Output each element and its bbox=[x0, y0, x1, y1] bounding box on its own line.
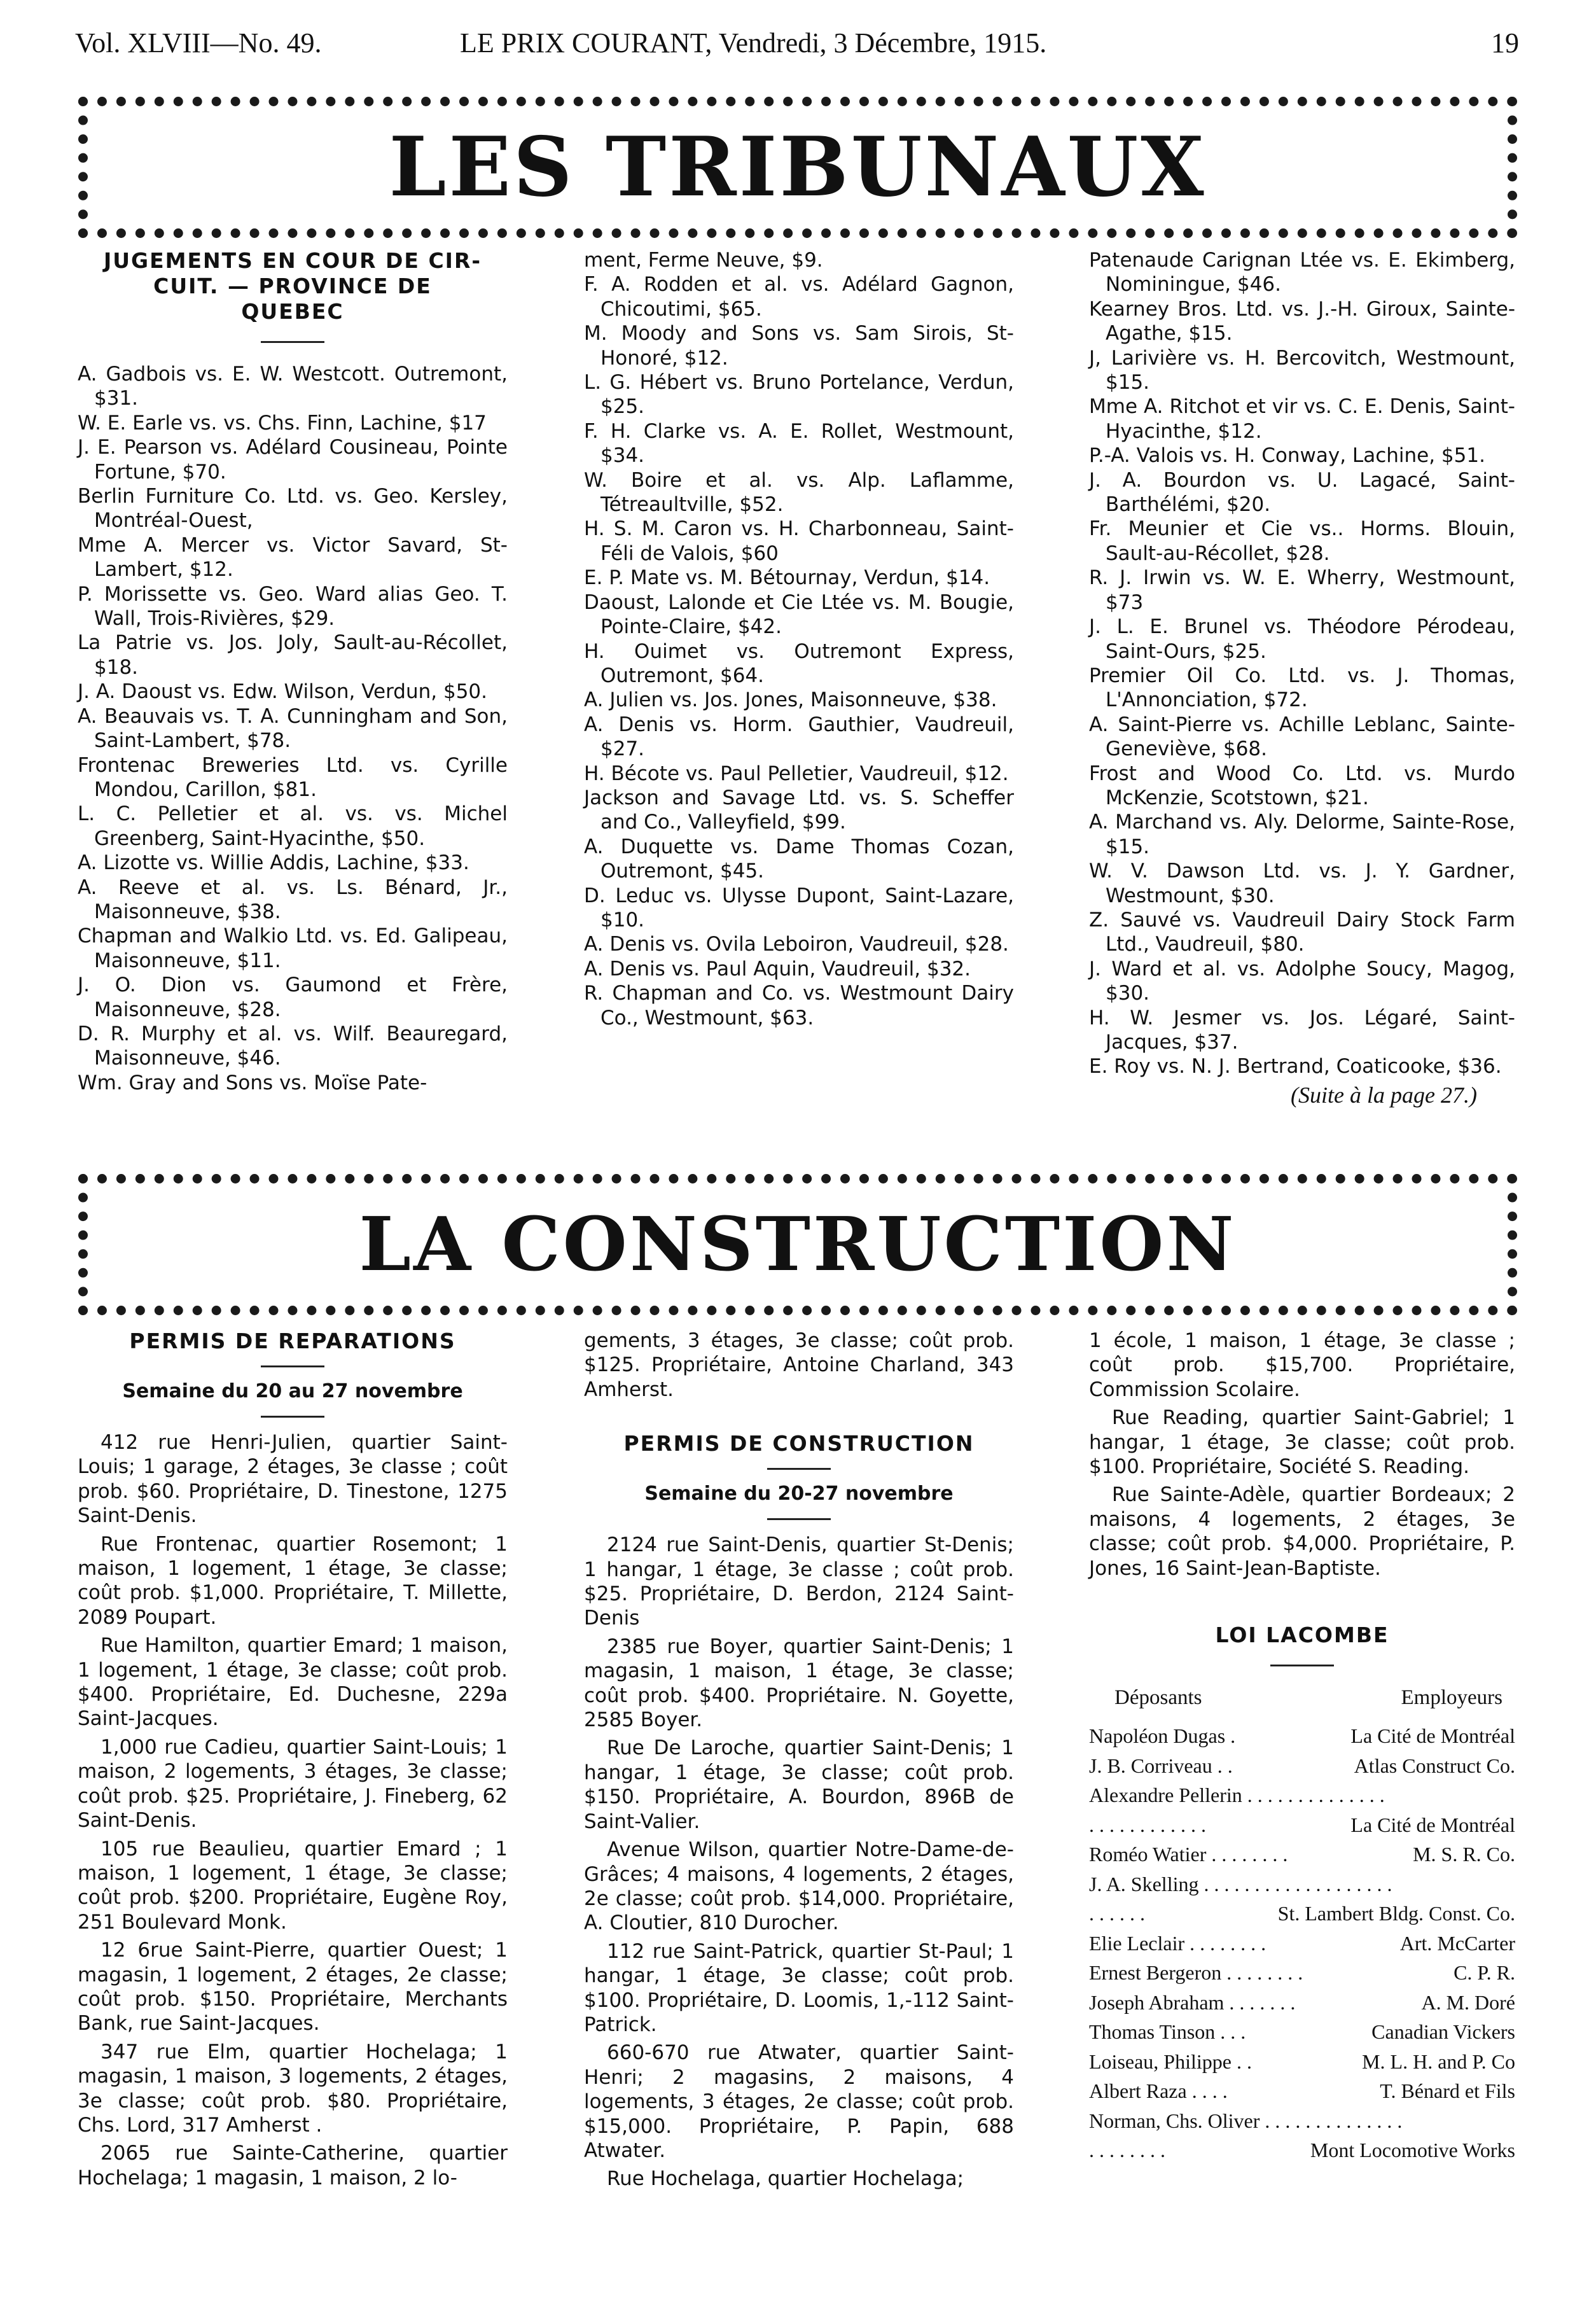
judgment-entry: ment, Ferme Neuve, $9. bbox=[584, 249, 823, 272]
judgment-entry: R. Chapman and Co. vs. Westmount Dairy Co., Westmount, $63. bbox=[584, 982, 1014, 1030]
permit-entry: 2065 rue Sainte-Catherine, quartier Hochelaga; 1 magasin, 1 maison, 2 lo- bbox=[78, 2142, 508, 2189]
heading-divider bbox=[1270, 1665, 1334, 1666]
permit-entry: Rue Hochelaga, quartier Hochelaga; bbox=[607, 2167, 964, 2191]
permit-entry: Rue De Laroche, quartier Saint-Denis; 1 hangar, 1 étage, 3e classe; coût prob. $150. Propriétaire, A. Bourdon, 896B de Saint-Valier. bbox=[584, 1736, 1014, 1833]
judgment-entry: J. A. Bourdon vs. U. Lagacé, Saint-Barthélémi, $20. bbox=[1089, 468, 1515, 517]
deposant-name: Elie Leclair . . . . . . . . bbox=[1089, 1931, 1266, 1955]
judgment-entry: F. H. Clarke vs. A. E. Rollet, Westmount, $34. bbox=[584, 419, 1014, 468]
judgment-entry: A. Lizotte vs. Willie Addis, Lachine, $33. bbox=[78, 851, 469, 875]
permit-entry: 2124 rue Saint-Denis, quartier St-Denis; 1 hangar, 1 étage, 3e classe ; coût prob. $25. Propriétaire, D. Berdon, 2124 Saint-Denis bbox=[584, 1533, 1014, 1630]
loi-lacombe-row bbox=[1089, 2106, 1515, 2136]
judgment-entry: A. Denis vs. Horm. Gauthier, Vaudreuil, $27. bbox=[584, 713, 1014, 761]
deposant-name: J. B. Corriveau . . bbox=[1089, 1754, 1233, 1777]
construction-banner bbox=[78, 1174, 1517, 1315]
judgment-entry: L. G. Hébert vs. Bruno Portelance, Verdun, $25. bbox=[584, 371, 1014, 419]
loi-lacombe-row bbox=[1089, 1810, 1515, 1840]
running-header bbox=[75, 27, 1519, 71]
employeur-name: Atlas Construct Co. bbox=[1354, 1754, 1515, 1777]
loi-lacombe-row bbox=[1089, 2135, 1515, 2165]
judgment-entry: J. E. Pearson vs. Adélard Cousineau, Pointe Fortune, $70. bbox=[78, 436, 508, 484]
judgment-entry: Mme A. Ritchot et vir vs. C. E. Denis, Saint-Hyacinthe, $12. bbox=[1089, 395, 1515, 443]
judgment-entry: Chapman and Walkio Ltd. vs. Ed. Galipeau, Maisonneuve, $11. bbox=[78, 925, 508, 972]
loi-lacombe-row bbox=[1089, 1780, 1515, 1810]
permit-entry: Rue Sainte-Adèle, quartier Bordeaux; 2 maisons, 4 logements, 2 étages, 3e classe; coût prob. $4,000. Propriétaire, P. Jones, 16 Saint-Jean-Baptiste. bbox=[1089, 1483, 1515, 1580]
permit-entry: 1,000 rue Cadieu, quartier Saint-Louis; 1 maison, 2 logements, 3 étages, 3e classe; coût prob. $25. Propriétaire, J. Fineberg, 62 Saint-Denis. bbox=[78, 1735, 508, 1833]
deposant-name: Alexandre Pellerin . . . . . . . . . . . . . . bbox=[1089, 1784, 1385, 1807]
deposant-name: Ernest Bergeron . . . . . . . . bbox=[1089, 1961, 1303, 1985]
judgment-entry: A. Saint-Pierre vs. Achille Leblanc, Sainte-Geneviève, $68. bbox=[1089, 713, 1515, 761]
deposant-name: Norman, Chs. Oliver . . . . . . . . . . . . . . bbox=[1089, 2109, 1403, 2132]
permit-entry: Rue Reading, quartier Saint-Gabriel; 1 hangar, 1 étage, 3e classe; coût prob. $100. Propriétaire, Société S. Reading. bbox=[1089, 1406, 1515, 1479]
judgment-entry: Frontenac Breweries Ltd. vs. Cyrille Mondou, Carillon, $81. bbox=[78, 753, 508, 801]
week-divider bbox=[261, 1416, 324, 1418]
employeur-name: M. L. H. and P. Co bbox=[1362, 2049, 1515, 2073]
permit-entry: 660-670 rue Atwater, quartier Saint-Henri; 2 magasins, 2 maisons, 4 logements, 3 étages, 2e classe; coût prob. $15,000. Propriétaire, P. Papin, 688 Atwater. bbox=[584, 2041, 1014, 2162]
volume-number: Vol. XLVIII—No. 49. bbox=[75, 27, 322, 59]
construction-title: LA CONSTRUCTION bbox=[359, 1201, 1237, 1288]
loi-lacombe-row bbox=[1089, 2047, 1515, 2077]
judgment-entry: J, Larivière vs. H. Bercovitch, Westmount, $15. bbox=[1089, 346, 1515, 394]
permit-entry: 2385 rue Boyer, quartier Saint-Denis; 1 magasin, 1 maison, 1 étage, 3e classe; coût prob. $400. Propriétaire. N. Goyette, 2585 Boyer. bbox=[584, 1635, 1014, 1732]
judgment-entry: A. Gadbois vs. E. W. Westcott. Outremont, $31. bbox=[78, 363, 508, 410]
deposant-name: J. A. Skelling . . . . . . . . . . . . . . . . . . . bbox=[1089, 1872, 1392, 1896]
judgment-entry: J. A. Daoust vs. Edw. Wilson, Verdun, $50. bbox=[78, 680, 487, 704]
judgment-entry: W. V. Dawson Ltd. vs. J. Y. Gardner, Westmount, $30. bbox=[1089, 860, 1515, 907]
loi-lacombe-row bbox=[1089, 1958, 1515, 1988]
continued-note: (Suite à la page 27.) bbox=[1291, 1082, 1477, 1108]
judgment-entry: Berlin Furniture Co. Ltd. vs. Geo. Kersley, Montréal-Ouest, bbox=[78, 485, 508, 533]
judgment-entry: Patenaude Carignan Ltée vs. E. Ekimberg, Nominingue, $46. bbox=[1089, 249, 1515, 297]
judgment-entry: D. R. Murphy et al. vs. Wilf. Beauregard, Maisonneuve, $46. bbox=[78, 1022, 508, 1070]
judgment-entry: A. Duquette vs. Dame Thomas Cozan, Outremont, $45. bbox=[584, 835, 1014, 883]
loi-table-header bbox=[1089, 1686, 1515, 1710]
judgment-entry: P. Morissette vs. Geo. Ward alias Geo. T. Wall, Trois-Rivières, $29. bbox=[78, 582, 508, 631]
employeur-name: St. Lambert Bldg. Const. Co. bbox=[1277, 1902, 1515, 1925]
deposant-name: . . . . . . bbox=[1089, 1902, 1145, 1925]
employeur-name: C. P. R. bbox=[1454, 1961, 1515, 1985]
employeurs-header: Employeurs bbox=[1401, 1686, 1502, 1710]
employeur-name: Art. McCarter bbox=[1399, 1931, 1515, 1955]
permit-entry: 12 6rue Saint-Pierre, quartier Ouest; 1 magasin, 1 logement, 2 étages, 2e classe; coût prob. $150. Propriétaire, Merchants Bank, rue Saint-Jacques. bbox=[78, 1939, 508, 2035]
judgment-entry: Premier Oil Co. Ltd. vs. J. Thomas, L'Annonciation, $72. bbox=[1089, 664, 1515, 712]
judgment-entry: Daoust, Lalonde et Cie Ltée vs. M. Bougie, Pointe-Claire, $42. bbox=[584, 590, 1014, 639]
judgment-entry: J. Ward et al. vs. Adolphe Soucy, Magog, $30. bbox=[1089, 957, 1515, 1005]
permit-entry: 105 rue Beaulieu, quartier Emard ; 1 maison, 1 logement, 1 étage, 3e classe; coût prob. $200. Propriétaire, Eugène Roy, 251 Boulevard Monk. bbox=[78, 1837, 508, 1934]
construction-column-1 bbox=[78, 1329, 508, 2194]
permit-entry: 112 rue Saint-Patrick, quartier St-Paul; 1 hangar, 1 étage, 3e classe; coût prob. $100. Propriétaire, D. Loomis, 1,-112 Saint-Patrick. bbox=[584, 1939, 1014, 2036]
permit-entry: Rue Frontenac, quartier Rosemont; 1 maison, 1 logement, 1 étage, 3e classe; coût prob. $1,000. Propriétaire, T. Millette, 2089 Poupart. bbox=[78, 1532, 508, 1629]
judgment-entry: Z. Sauvé vs. Vaudreuil Dairy Stock Farm Ltd., Vaudreuil, $80. bbox=[1089, 908, 1515, 956]
employeur-name: La Cité de Montréal bbox=[1350, 1813, 1515, 1836]
loi-lacombe-row bbox=[1089, 2076, 1515, 2106]
judgment-entry: J. L. E. Brunel vs. Théodore Pérodeau, Saint-Ours, $25. bbox=[1089, 615, 1515, 663]
judgment-entry: H. S. M. Caron vs. H. Charbonneau, Saint-Féli de Valois, $60 bbox=[584, 517, 1014, 565]
judgment-entry: D. Leduc vs. Ulysse Dupont, Saint-Lazare, $10. bbox=[584, 884, 1014, 932]
loi-lacombe-row bbox=[1089, 1899, 1515, 1929]
judgment-entry: Kearney Bros. Ltd. vs. J.-H. Giroux, Sainte-Agathe, $15. bbox=[1089, 297, 1515, 346]
judgment-entry: H. Ouimet vs. Outremont Express, Outremont, $64. bbox=[584, 639, 1014, 687]
employeur-name: Canadian Vickers bbox=[1371, 2020, 1515, 2044]
loi-lacombe-row bbox=[1089, 1751, 1515, 1781]
heading-divider bbox=[767, 1468, 831, 1470]
deposant-name: Joseph Abraham . . . . . . . bbox=[1089, 1990, 1296, 2014]
employeur-name: Mont Locomotive Works bbox=[1310, 2139, 1515, 2162]
construction-column-3 bbox=[1089, 1329, 1515, 2165]
judgment-entry: A. Marchand vs. Aly. Delorme, Sainte-Rose, $15. bbox=[1089, 811, 1515, 858]
tribunaux-column-1 bbox=[78, 248, 508, 1095]
heading-divider bbox=[261, 1365, 324, 1367]
deposant-name: Roméo Watier . . . . . . . . bbox=[1089, 1843, 1288, 1866]
judgment-entry: E. P. Mate vs. M. Bétournay, Verdun, $14. bbox=[584, 566, 990, 590]
loi-lacombe-row bbox=[1089, 1840, 1515, 1869]
judgment-entry: Jackson and Savage Ltd. vs. S. Scheffer and Co., Valleyfield, $99. bbox=[584, 786, 1014, 834]
construction-week: Semaine du 20-27 novembre bbox=[644, 1483, 954, 1505]
employeur-name: M. S. R. Co. bbox=[1413, 1843, 1515, 1866]
employeur-name: A. M. Doré bbox=[1421, 1990, 1515, 2014]
permit-entry: gements, 3 étages, 3e classe; coût prob. $125. Propriétaire, Antoine Charland, 343 Amherst. bbox=[584, 1329, 1014, 1401]
loi-lacombe-list bbox=[1089, 1721, 1515, 2165]
judgment-entry: Fr. Meunier et Cie vs.. Horms. Blouin, Sault-au-Récollet, $28. bbox=[1089, 517, 1515, 565]
judgment-entry: Frost and Wood Co. Ltd. vs. Murdo McKenzie, Scotstown, $21. bbox=[1089, 762, 1515, 809]
page-number: 19 bbox=[1491, 27, 1519, 59]
permit-entry: 1 école, 1 maison, 1 étage, 3e classe ; coût prob. $15,700. Propriétaire, Commission Scolaire. bbox=[1089, 1329, 1515, 1401]
judgment-entry: A. Denis vs. Ovila Leboiron, Vaudreuil, $28. bbox=[584, 933, 1009, 956]
deposant-name: . . . . . . . . . . . . bbox=[1089, 1813, 1206, 1836]
permit-entry: Avenue Wilson, quartier Notre-Dame-de-Grâces; 4 maisons, 4 logements, 2 étages, 2e classe; coût prob. $14,000. Propriétaire, A. Cloutier, 810 Durocher. bbox=[584, 1838, 1014, 1935]
employeur-name: La Cité de Montréal bbox=[1350, 1724, 1515, 1748]
judgment-entry: W. Boire et al. vs. Alp. Laflamme, Tétreaultville, $52. bbox=[584, 468, 1014, 517]
judgment-entry: R. J. Irwin vs. W. E. Wherry, Westmount, $73 bbox=[1089, 566, 1515, 614]
judgment-entry: A. Denis vs. Paul Aquin, Vaudreuil, $32. bbox=[584, 957, 971, 981]
judgment-entry: E. Roy vs. N. J. Bertrand, Coaticooke, $36. bbox=[1089, 1055, 1502, 1079]
judgment-entry: Wm. Gray and Sons vs. Moïse Pate- bbox=[78, 1071, 427, 1094]
judgment-entry: H. W. Jesmer vs. Jos. Légaré, Saint-Jacques, $37. bbox=[1089, 1006, 1515, 1054]
tribunaux-banner bbox=[78, 97, 1517, 238]
loi-lacombe-row bbox=[1089, 1988, 1515, 2018]
deposant-name: . . . . . . . . bbox=[1089, 2139, 1165, 2162]
judgment-entry: W. E. Earle vs. vs. Chs. Finn, Lachine, $17 bbox=[78, 411, 487, 435]
construction-column-2 bbox=[584, 1329, 1014, 2195]
judgment-entry: H. Bécote vs. Paul Pelletier, Vaudreuil, $12. bbox=[584, 762, 1009, 785]
loi-lacombe-row bbox=[1089, 1869, 1515, 1899]
permit-entry: Rue Hamilton, quartier Emard; 1 maison, 1 logement, 1 étage, 3e classe; coût prob. $400. Propriétaire, Ed. Duchesne, 229a Saint-Jacques. bbox=[78, 1634, 508, 1731]
judgment-entry: J. O. Dion vs. Gaumond et Frère, Maisonneuve, $28. bbox=[78, 974, 508, 1021]
week-divider bbox=[767, 1518, 831, 1520]
tribunaux-column-3 bbox=[1089, 248, 1515, 1107]
judgment-entry: A. Reeve et al. vs. Ls. Bénard, Jr., Maisonneuve, $38. bbox=[78, 876, 508, 923]
judgment-entry: A. Beauvais vs. T. A. Cunningham and Son, Saint-Lambert, $78. bbox=[78, 704, 508, 753]
judgment-entry: La Patrie vs. Jos. Joly, Sault-au-Récollet, $18. bbox=[78, 631, 508, 679]
deposant-name: Napoléon Dugas . bbox=[1089, 1724, 1236, 1748]
permit-entry: 347 rue Elm, quartier Hochelaga; 1 magasin, 1 maison, 3 logements, 2 étages, 3e classe; coût prob. $80. Propriétaire, Chs. Lord, 317 Amherst . bbox=[78, 2040, 508, 2137]
employeur-name: T. Bénard et Fils bbox=[1380, 2079, 1515, 2103]
deposants-header: Déposants bbox=[1114, 1686, 1202, 1710]
reparations-heading: PERMIS DE REPARATIONS bbox=[129, 1329, 456, 1353]
loi-lacombe-row bbox=[1089, 1721, 1515, 1751]
judgment-entry: F. A. Rodden et al. vs. Adélard Gagnon, Chicoutimi, $65. bbox=[584, 273, 1014, 321]
loi-lacombe-heading: LOI LACOMBE bbox=[1215, 1623, 1389, 1648]
reparations-week: Semaine du 20 au 27 novembre bbox=[122, 1380, 463, 1402]
deposant-name: Thomas Tinson . . . bbox=[1089, 2020, 1246, 2044]
judgment-entry: Mme A. Mercer vs. Victor Savard, St-Lambert, $12. bbox=[78, 533, 508, 582]
permit-entry: 412 rue Henri-Julien, quartier Saint-Louis; 1 garage, 2 étages, 3e classe ; coût prob. $60. Propriétaire, D. Tinestone, 1275 Saint-Denis. bbox=[78, 1431, 508, 1528]
construction-permits-heading: PERMIS DE CONSTRUCTION bbox=[623, 1431, 975, 1456]
judgment-entry: L. C. Pelletier et al. vs. vs. Michel Greenberg, Saint-Hyacinthe, $50. bbox=[78, 802, 508, 850]
publication-title: LE PRIX COURANT, Vendredi, 3 Décembre, 1915. bbox=[460, 27, 1047, 59]
judgment-entry: A. Julien vs. Jos. Jones, Maisonneuve, $38. bbox=[584, 688, 997, 712]
jugements-heading: JUGEMENTS EN COUR DE CIR-CUIT. — PROVINCE DE QUEBEC bbox=[103, 248, 482, 324]
tribunaux-column-2 bbox=[584, 248, 1014, 1030]
deposant-name: Loiseau, Philippe . . bbox=[1089, 2049, 1252, 2073]
loi-lacombe-row bbox=[1089, 1929, 1515, 1958]
tribunaux-title: LES TRIBUNAUX bbox=[389, 120, 1207, 215]
deposant-name: Albert Raza . . . . bbox=[1089, 2079, 1228, 2103]
loi-lacombe-row bbox=[1089, 2017, 1515, 2047]
judgment-entry: M. Moody and Sons vs. Sam Sirois, St-Honoré, $12. bbox=[584, 322, 1014, 370]
heading-divider bbox=[261, 341, 324, 343]
judgment-entry: P.-A. Valois vs. H. Conway, Lachine, $51. bbox=[1089, 444, 1485, 468]
